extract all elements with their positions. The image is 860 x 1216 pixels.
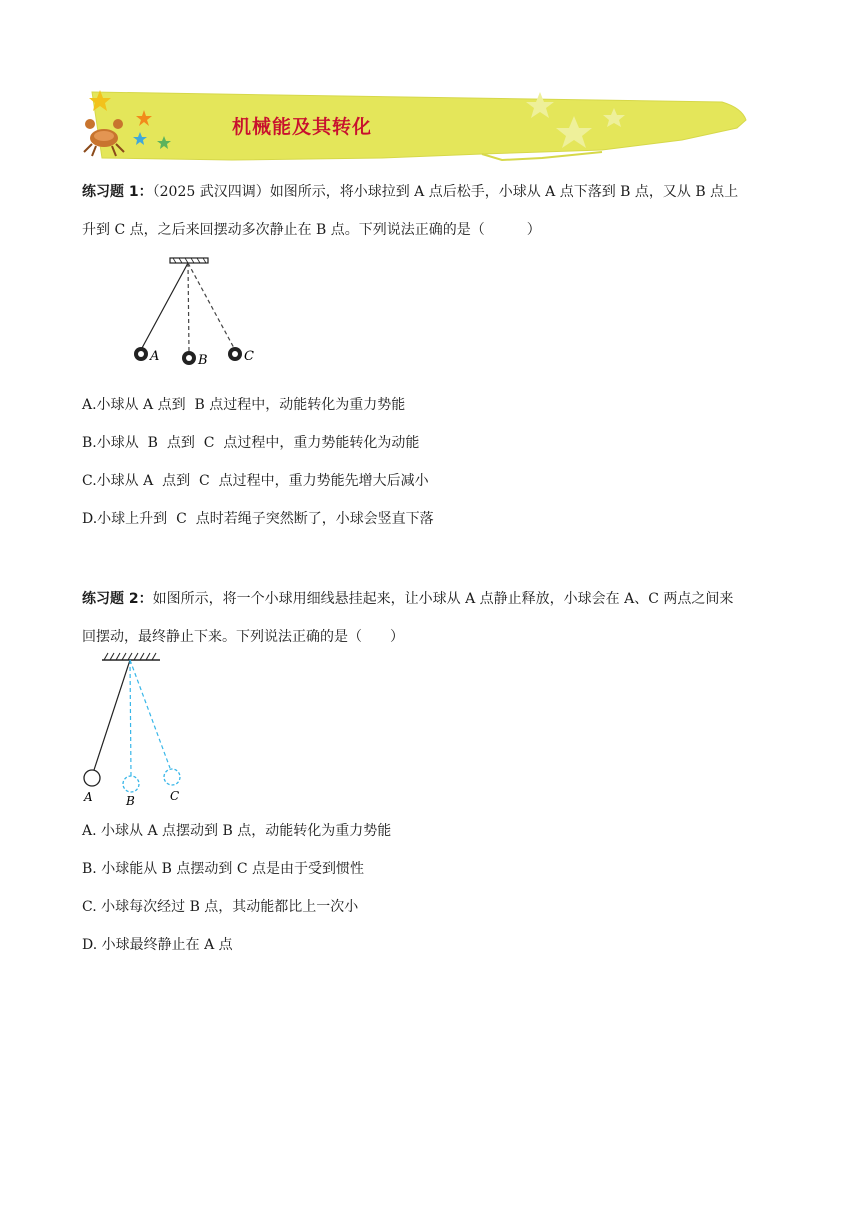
label-b: B bbox=[126, 794, 135, 808]
pendulum-figure-1 bbox=[128, 255, 268, 370]
string-c bbox=[188, 263, 234, 348]
label-a: A bbox=[84, 790, 93, 804]
string-a bbox=[142, 263, 188, 348]
option-c[interactable]: C. 小球每次经过 B 点，其动能都比上一次小 bbox=[82, 899, 359, 915]
option-b[interactable]: B.小球从 B 点到 C 点过程中，重力势能转化为动能 bbox=[82, 435, 420, 451]
label-b: B bbox=[198, 353, 208, 368]
ball-b bbox=[123, 776, 139, 792]
label-a: A bbox=[150, 349, 160, 364]
question-2-stem bbox=[82, 580, 782, 656]
question-label: 练习题 2： bbox=[82, 591, 153, 607]
question-text: 升到 C 点，之后来回摆动多次静止在 B 点。下列说法正确的是（ ） bbox=[82, 222, 541, 238]
label-c: C bbox=[170, 789, 180, 803]
option-a[interactable]: A.小球从 A 点到 B 点过程中，动能转化为重力势能 bbox=[82, 397, 406, 413]
ball-a bbox=[84, 770, 100, 786]
option-d[interactable]: D. 小球最终静止在 A 点 bbox=[82, 937, 233, 953]
question-text: 如图所示，将一个小球用细线悬挂起来，让小球从 A 点静止释放，小球会在 A、C 两点之间来 bbox=[152, 591, 734, 607]
banner-background bbox=[82, 80, 750, 166]
string-a bbox=[94, 660, 130, 770]
pendulum-figure-2 bbox=[80, 650, 190, 810]
label-c: C bbox=[244, 349, 254, 364]
ceiling-support bbox=[170, 258, 208, 263]
option-d[interactable]: D.小球上升到 C 点时若绳子突然断了，小球会竖直下落 bbox=[82, 511, 434, 527]
option-b[interactable]: B. 小球能从 B 点摆动到 C 点是由于受到惯性 bbox=[82, 861, 364, 877]
option-a[interactable]: A. 小球从 A 点摆动到 B 点，动能转化为重力势能 bbox=[82, 823, 392, 839]
option-c[interactable]: C.小球从 A 点到 C 点过程中，重力势能先增大后减小 bbox=[82, 473, 429, 489]
question-1-stem bbox=[82, 173, 782, 249]
section-title: 机械能及其转化 bbox=[232, 116, 373, 138]
string-c bbox=[130, 660, 170, 768]
question-text: 回摆动，最终静止下来。下列说法正确的是（ ） bbox=[82, 629, 404, 645]
question-text: （2025 武汉四调）如图所示，将小球拉到 A 点后松手，小球从 A 点下落到 B 点，又从 B 点上 bbox=[152, 184, 739, 200]
question-label: 练习题 1： bbox=[82, 184, 153, 200]
section-banner bbox=[82, 80, 750, 166]
string-b bbox=[130, 660, 131, 776]
ball-c bbox=[164, 769, 180, 785]
ceiling-support bbox=[102, 653, 160, 660]
string-b bbox=[188, 263, 189, 352]
